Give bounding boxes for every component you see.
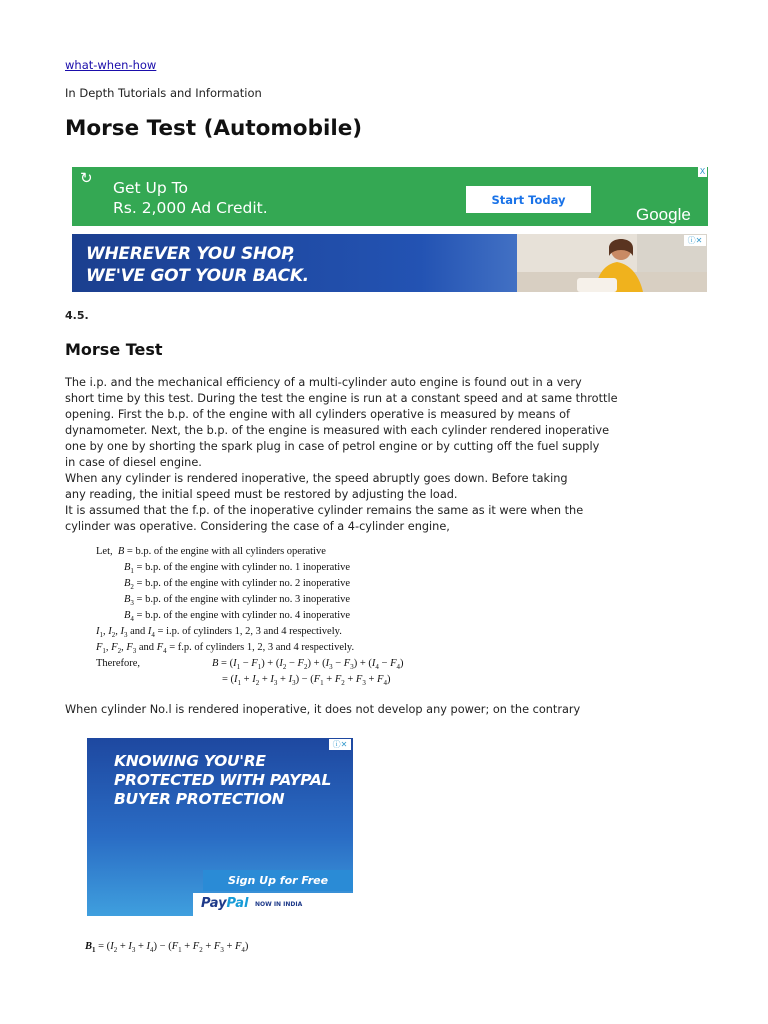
formula-equation-2: = $(I_1 + I_2 + I_3 + I_3) - (F_1 + F_2 + F_3 + F_4)$ [222,674,391,688]
formula-f-def: = f.p. of cylinders 1, 2, 3 and 4 respectively. [169,642,355,653]
shopping-ad-line1: WHEREVER YOU SHOP, [86,244,296,264]
text-line: It is assumed that the f.p. of the inoperative cylinder remains the same as it were when the [65,504,584,517]
google-ad-text [113,178,268,218]
refresh-icon: ↻ [80,169,93,187]
paypal-ad-line1: KNOWING YOU'RE [114,752,266,770]
body-paragraph [65,375,705,535]
paypal-logo-pay: Pay [201,896,227,911]
text-line: opening. First the b.p. of the engine with all cylinders operative is measured by means of [65,408,571,421]
adchoices-icon[interactable]: ⓘ✕ [329,739,351,750]
formula-b1-def: = b.p. of the engine with cylinder no. 1 inoperative [136,562,351,573]
page-title: Morse Test (Automobile) [65,116,363,141]
woman-with-phone-image [517,234,707,292]
formula-equation-1: $B = (I_1 - F_1) + (I_2 - F_2) + (I_3 - F_3) + (I_4 - F_4)$ [212,658,404,672]
site-home-link[interactable]: what-when-how [65,58,157,72]
section-number: 4.5. [65,309,89,322]
formula-b2-def: = b.p. of the engine with cylinder no. 2 inoperative [136,578,351,589]
formula-b4-def: = b.p. of the engine with cylinder no. 4 inoperative [136,610,351,621]
formula-b3-def: = b.p. of the engine with cylinder no. 3 inoperative [136,594,351,605]
paypal-logo-pal: Pal [226,896,249,911]
text-line: one by one by shorting the spark plug in case of petrol engine or by cutting off the fuel supply [65,440,600,453]
text-line: cylinder was operative. Considering the case of a 4-cylinder engine, [65,520,450,533]
paypal-logo [201,896,248,911]
formula-let: Let, [96,546,113,557]
text-line: When cylinder No.l is rendered inoperative, it does not develop any power; on the contrary [65,703,581,716]
formula-b-def: = b.p. of the engine with all cylinders operative [126,546,326,557]
google-ad-banner[interactable] [72,167,708,226]
google-logo: Google [636,205,691,224]
paypal-ad[interactable] [87,738,353,916]
section-title: Morse Test [65,340,163,359]
shopping-ad-line2: WE'VE GOT YOUR BACK. [86,266,309,286]
text-line: short time by this test. During the test the engine is run at a constant speed and at same throttle [65,392,618,405]
adchoices-icon[interactable]: ⓘ✕ [684,235,706,246]
paypal-ad-line2: PROTECTED WITH PAYPAL [114,771,332,789]
formula-therefore: Therefore, [96,658,141,669]
paypal-ad-headline [114,752,331,809]
text-line: dynamometer. Next, the b.p. of the engine is measured with each cylinder rendered inoperative [65,424,610,437]
paypal-india-label: NOW IN INDIA [255,901,303,908]
paypal-brand-bar [193,893,353,916]
formula-i-def: = i.p. of cylinders 1, 2, 3 and 4 respectively. [157,626,342,637]
google-ad-line1: Get Up To [113,179,188,197]
shopping-ad-banner[interactable] [72,234,707,292]
shopping-ad-headline [86,243,309,287]
text-line: The i.p. and the mechanical efficiency of a multi-cylinder auto engine is found out in a very [65,376,582,389]
body-paragraph-2 [65,702,705,718]
start-today-button[interactable]: Start Today [466,186,591,213]
text-line: When any cylinder is rendered inoperative, the speed abruptly goes down. Before taking [65,472,568,485]
formula-b1-equation: $B_1 = (I_2 + I_3 + I_4) - (F_1 + F_2 + F_3 + F_4)$ [85,941,249,955]
text-line: in case of diesel engine. [65,456,202,469]
site-tagline: In Depth Tutorials and Information [65,86,262,100]
text-line: any reading, the initial speed must be restored by adjusting the load. [65,488,458,501]
sign-up-button[interactable]: Sign Up for Free [203,870,353,891]
paypal-ad-line3: BUYER PROTECTION [114,790,285,808]
google-ad-line2: Rs. 2,000 Ad Credit. [113,199,268,217]
ad-close-icon[interactable]: X [699,167,706,176]
